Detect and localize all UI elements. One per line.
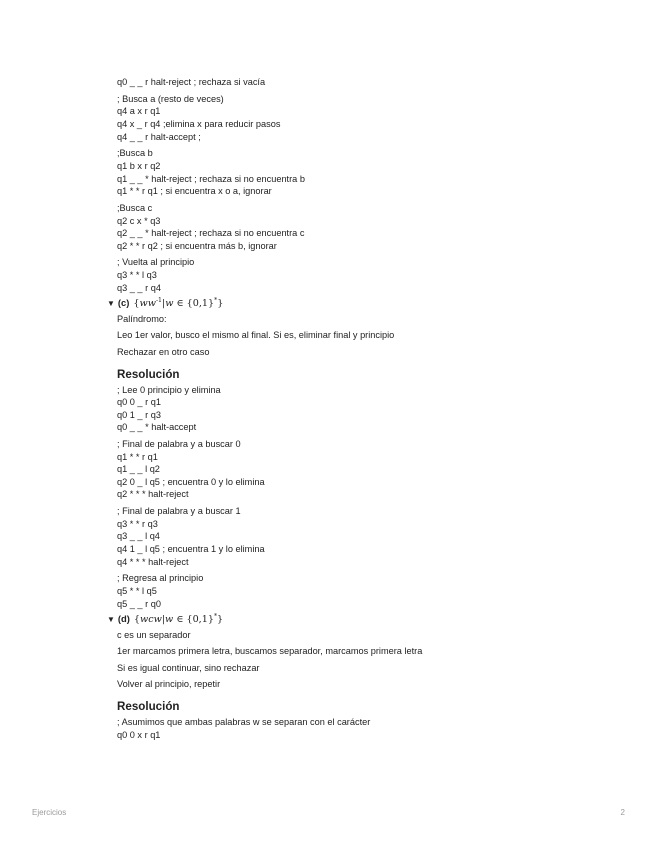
math-expression: {$ww^{-1}|w$ ∈ {0,1}*} <box>133 296 224 309</box>
code-line: q4 _ _ r halt-accept ; <box>117 131 201 142</box>
footer-page-number: 2 <box>620 808 625 817</box>
triangle-down-icon[interactable]: ▼ <box>107 614 115 624</box>
section-heading: Resolución <box>117 367 180 381</box>
triangle-down-icon[interactable]: ▼ <box>107 298 115 308</box>
code-line: q1 * * r q1 ; si encuentra x o a, ignorar <box>117 186 272 197</box>
code-line: ; Final de palabra y a buscar 0 <box>117 439 241 450</box>
code-line: q5 * * l q5 <box>117 586 157 596</box>
code-line: q3 * * l q3 <box>117 270 157 281</box>
toggle-label: (d) <box>117 612 130 624</box>
code-line: ; Regresa al principio <box>117 573 204 584</box>
code-line: q0 1 _ r q3 <box>117 409 161 420</box>
code-line: ; Final de palabra y a buscar 1 <box>117 506 241 517</box>
code-line: ;Busca b <box>117 148 153 159</box>
math-expression: {wcw|w ∈ {0,1}*} <box>133 612 224 625</box>
code-line: q3 _ _ l q4 <box>117 531 160 542</box>
code-line: q2 0 _ l q5 ; encuentra 0 y lo elimina <box>117 476 265 487</box>
code-line: q0 _ _ r halt-reject ; rechaza si vacía <box>117 77 266 87</box>
code-line: q0 0 x r q1 <box>117 729 161 740</box>
footer-section-name: Ejercicios <box>32 808 67 817</box>
code-block <box>117 572 655 610</box>
code-line: q5 _ _ r q0 <box>117 598 161 609</box>
code-line: q2 _ _ * halt-reject ; rechaza si no encuentra c <box>117 228 305 239</box>
paragraph: Palíndromo: <box>117 313 167 324</box>
paragraph: Rechazar en otro caso <box>117 346 210 357</box>
code-line: ;Busca c <box>117 202 153 213</box>
code-block <box>117 505 655 568</box>
toggle-label: (c) <box>117 296 130 308</box>
paragraph: Leo 1er valor, busco el mismo al final. Si es, eliminar final y principio <box>117 330 395 341</box>
paragraph: Volver al principio, repetir <box>117 679 221 690</box>
code-line: q4 1 _ l q5 ; encuentra 1 y lo elimina <box>117 544 265 555</box>
toggle-section-d[interactable] <box>107 612 655 626</box>
code-line: q2 * * * halt-reject <box>117 489 189 500</box>
code-block <box>117 716 655 741</box>
code-line: q0 0 _ r q1 <box>117 397 161 408</box>
paragraph: 1er marcamos primera letra, buscamos separador, marcamos primera letra <box>117 646 423 657</box>
code-line: q2 c x * q3 <box>117 215 161 226</box>
code-block <box>117 256 655 294</box>
code-block <box>117 76 655 89</box>
code-line: q3 * * r q3 <box>117 518 158 529</box>
code-line: q3 _ _ r q4 <box>117 282 161 293</box>
code-line: ; Vuelta al principio <box>117 257 195 268</box>
code-line: ; Asumimos que ambas palabras w se separan con el carácter <box>117 717 371 728</box>
document-body <box>0 76 655 741</box>
code-block <box>117 93 655 143</box>
code-line: q1 _ _ * halt-reject ; rechaza si no encuentra b <box>117 173 305 184</box>
code-block <box>117 438 655 501</box>
code-line: q1 b x r q2 <box>117 160 161 171</box>
code-line: q4 * * * halt-reject <box>117 556 189 567</box>
section-heading: Resolución <box>117 700 180 714</box>
code-line: ; Lee 0 principio y elimina <box>117 384 221 395</box>
paragraph: c es un separador <box>117 629 191 640</box>
paragraph: Si es igual continuar, sino rechazar <box>117 662 260 673</box>
code-line: q4 x _ r q4 ;elimina x para reducir pasos <box>117 118 281 129</box>
toggle-section-c[interactable] <box>107 296 655 310</box>
code-block <box>117 384 655 434</box>
code-line: ; Busca a (resto de veces) <box>117 93 224 104</box>
code-block <box>117 147 655 197</box>
code-line: q4 a x r q1 <box>117 106 161 117</box>
code-line: q1 _ _ l q2 <box>117 464 160 475</box>
code-line: q0 _ _ * halt-accept <box>117 422 197 433</box>
code-line: q1 * * r q1 <box>117 451 158 462</box>
code-block <box>117 202 655 252</box>
code-line: q2 * * r q2 ; si encuentra más b, ignorar <box>117 240 277 251</box>
